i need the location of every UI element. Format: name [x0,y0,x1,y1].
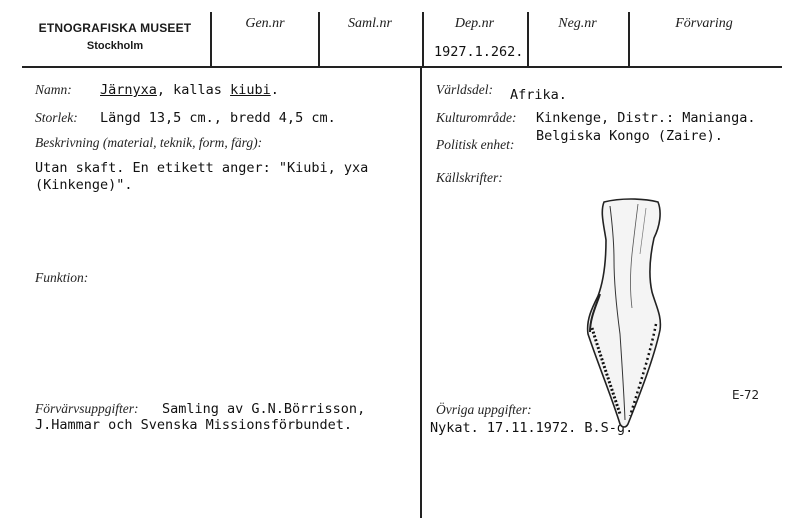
museum-name: ETNOGRAFISKA MUSEET [38,21,192,35]
kallskrifter-label: Källskrifter: [436,170,503,185]
storlek-label: Storlek: [35,110,78,125]
forvarv-label: Förvärvsuppgifter: [35,401,139,416]
forvaring-label: Förvaring [675,16,733,31]
handwritten-mark: E-72 [732,388,760,402]
forvarv-line-1: Samling av G.N.Börrisson, [162,401,366,417]
dep-nr-label: Dep.nr [454,16,495,31]
funktion-label: Funktion: [35,270,89,285]
header-divider [22,66,782,68]
namn-value: Järnyxa, kallas kiubi. [100,82,279,98]
namn-label: Namn: [35,82,72,97]
kulturomrade-value: Kinkenge, Distr.: Manianga. [536,110,756,126]
gen-nr-label: Gen.nr [245,16,285,31]
saml-nr-label: Saml.nr [348,16,392,31]
dep-nr-value: 1927.1.262. [434,44,524,60]
beskrivning-label: Beskrivning (material, teknik, form, färg): [35,135,263,150]
museum-city: Stockholm [86,40,144,52]
beskrivning-line-1: Utan skaft. En etikett anger: "Kiubi, yxa [35,160,369,176]
kulturomrade-label: Kulturområde: [436,110,517,125]
varldsdel-label: Världsdel: [436,82,493,97]
ovriga-value: Nykat. 17.11.1972. B.S-g. [430,420,634,436]
varldsdel-value: Afrika. [510,87,567,103]
beskrivning-line-2: (Kinkenge)". [35,177,133,193]
center-divider [420,66,422,518]
forvarv-line-2: J.Hammar och Svenska Missionsförbundet. [35,417,352,433]
ovriga-label: Övriga uppgifter: [436,402,532,417]
neg-nr-label: Neg.nr [558,16,597,31]
iron-axe-drawing [580,194,690,434]
politisk-label: Politisk enhet: [436,137,515,152]
axe-outline [588,199,661,427]
politisk-value: Belgiska Kongo (Zaire). [536,128,723,144]
storlek-value: Längd 13,5 cm., bredd 4,5 cm. [100,110,336,126]
